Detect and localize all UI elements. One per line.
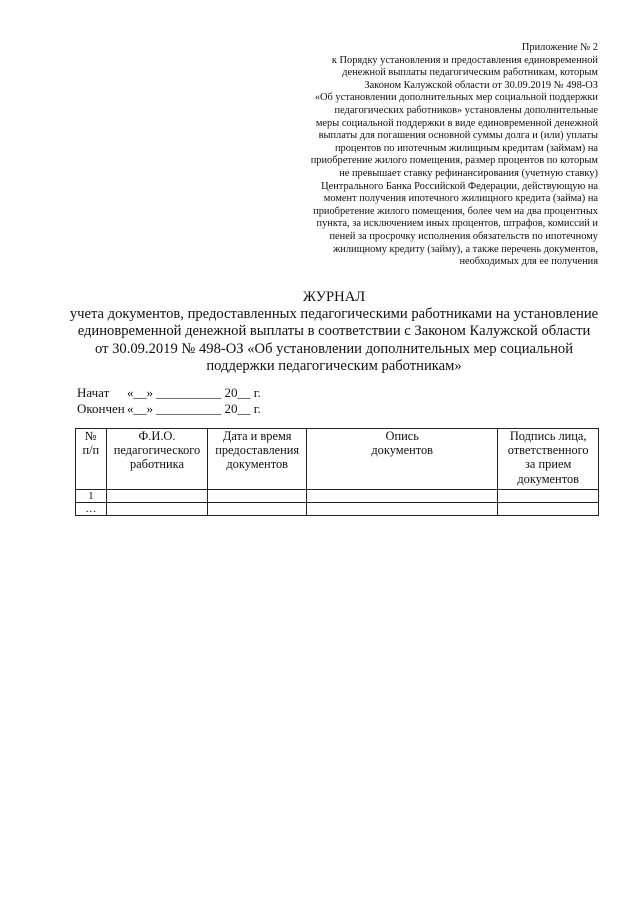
journal-title	[40, 289, 628, 375]
table-cell: …	[76, 503, 107, 516]
appendix-line: Законом Калужской области от 30.09.2019 № 498-ОЗ	[364, 79, 598, 91]
header-date-time: Дата и время предоставления документов	[208, 429, 307, 490]
table-row	[76, 503, 599, 516]
header-signature: Подпись лица, ответственного за прием документов	[498, 429, 599, 490]
appendix-line: Центрального Банка Российской Федерации, действующую на	[321, 180, 598, 192]
table-cell	[307, 490, 498, 503]
appendix-line: приобретение жилого помещения, более чем на два процентных	[313, 205, 598, 217]
journal-heading: ЖУРНАЛ	[302, 289, 366, 305]
appendix-line: меры социальной поддержки в виде единовременной денежной	[315, 117, 598, 129]
appendix-line: Приложение № 2	[521, 42, 598, 53]
ended-label: Окончен	[77, 400, 125, 416]
started-row	[77, 385, 261, 401]
appendix-line: не превышает ставку рефинансирования (учетную ставку)	[339, 167, 598, 179]
appendix-line: «Об установлении дополнительных мер социальной поддержки	[314, 92, 598, 104]
appendix-line: процентов по ипотечным жилищным кредитам (займам) на	[334, 142, 598, 154]
appendix-line: педагогических работников» установлены дополнительные	[334, 104, 598, 116]
appendix-line: пеней за просрочку исполнения обязательств по ипотечному	[329, 230, 598, 242]
table-cell	[498, 490, 599, 503]
appendix-line: выплаты для погашения основной суммы долга и (или) уплаты	[318, 130, 598, 142]
table-cell	[208, 503, 307, 516]
appendix-line: необходимых для ее получения	[459, 256, 598, 268]
header-document-list: Опись документов	[307, 429, 498, 490]
journal-dates	[77, 385, 261, 416]
journal-table	[75, 428, 599, 516]
table-cell: 1	[76, 490, 107, 503]
ended-row	[77, 401, 261, 417]
journal-title-line: поддержки педагогическим работникам»	[206, 357, 462, 374]
appendix-line: пункта, за исключением иных процентов, штрафов, комиссий и	[316, 218, 598, 230]
ended-value: «__» __________ 20__ г.	[127, 400, 261, 416]
appendix-line: денежной выплаты педагогическим работникам, которым	[342, 67, 598, 79]
journal-title-line: от 30.09.2019 № 498-ОЗ «Об установлении дополнительных мер социальной	[94, 340, 574, 357]
appendix-line: момент получения ипотечного жилищного кредита (займа) на	[323, 193, 598, 205]
table-cell	[307, 503, 498, 516]
appendix-note	[278, 42, 598, 269]
table-header-row	[76, 429, 599, 490]
journal-title-line: учета документов, предоставленных педагогическими работниками на установление	[69, 306, 599, 323]
started-label: Начат	[77, 385, 110, 400]
table-cell	[106, 490, 208, 503]
header-number: № п/п	[76, 429, 107, 490]
table-row	[76, 490, 599, 503]
header-full-name: Ф.И.О. педагогического работника	[106, 429, 208, 490]
journal-title-line: единовременной денежной выплаты в соответствии с Законом Калужской области	[77, 323, 591, 340]
table-cell	[498, 503, 599, 516]
started-value: «__» __________ 20__ г.	[127, 385, 261, 400]
appendix-line: жилищному кредиту (займу), а также перечень документов,	[333, 243, 598, 255]
appendix-line: к Порядку установления и предоставления единовременной	[331, 54, 598, 66]
appendix-line: приобретение жилого помещения, размер процентов по которым	[310, 155, 598, 167]
table-cell	[208, 490, 307, 503]
table-cell	[106, 503, 208, 516]
